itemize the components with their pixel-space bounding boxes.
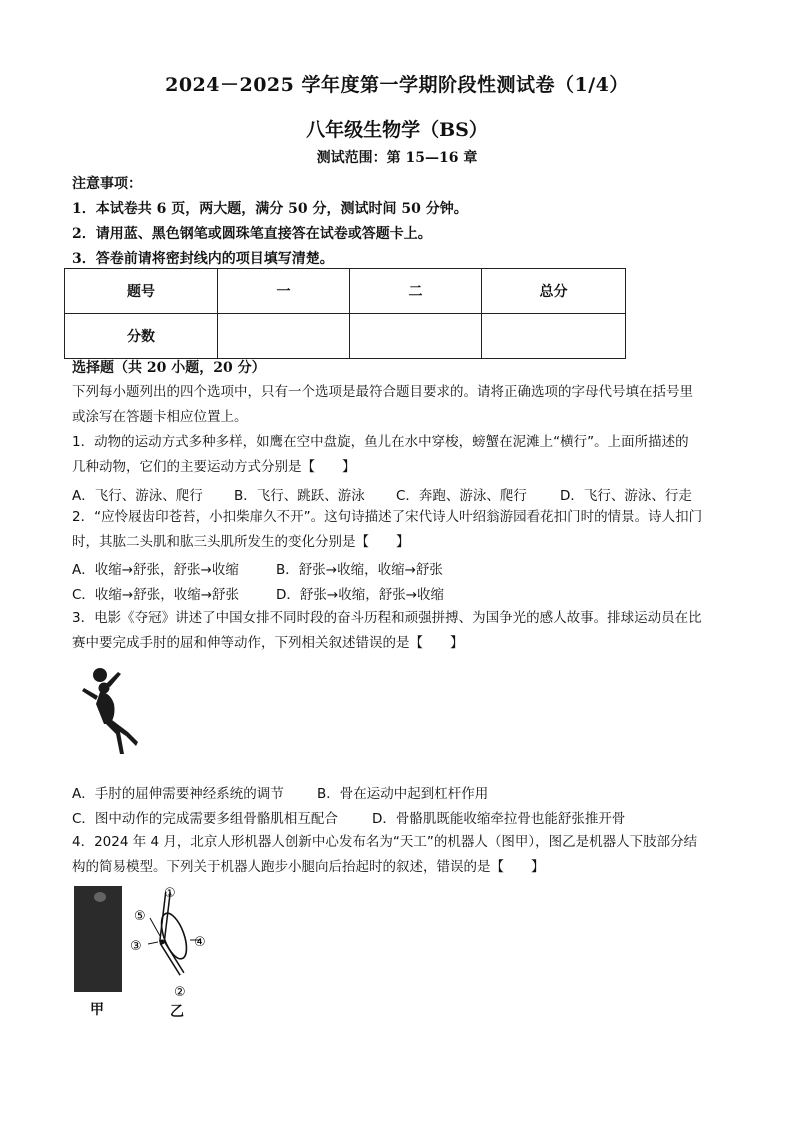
option-d[interactable]: D．舒张→收缩，舒张→收缩 [276,587,445,603]
notes-heading: 注意事项： [72,176,142,192]
page-title: 2024－2025 学年度第一学期阶段性测试卷（1/4） [165,74,629,96]
option-c[interactable]: C．收缩→舒张，收缩→舒张 [72,587,240,603]
note-item: 3．答卷前请将密封线内的项目填写清楚。 [72,251,334,267]
page-subtitle: 八年级生物学（BS） [306,119,488,141]
question-line: 时，其肱二头肌和肱三头肌所发生的变化分别是【 】 [72,533,410,550]
score-cell[interactable] [350,314,482,359]
score-table-header-row [65,269,626,314]
robot-head-highlight [94,892,106,902]
volleyball-player-figure [70,668,140,760]
score-table-row [65,314,626,359]
question-line: 4．2024 年 4 月，北京人形机器人创新中心发布名为“天工”的机器人（图甲），图乙是机器人下肢部分结 [72,834,698,850]
option-a[interactable]: A．收缩→舒张，舒张→收缩 [72,562,239,578]
figure-label-yi: 乙 [170,1004,184,1020]
section-instructions [72,380,732,429]
q2-options [72,558,443,578]
question-line: 赛中要完成手肘的屈和伸等动作，下列相关叙述错误的是【 】 [72,634,464,651]
notes-block [72,172,468,272]
question-line: 构的简易模型。下列关于机器人跑步小腿向后抬起时的叙述，错误的是【 】 [72,858,545,875]
marker-1: ① [164,886,176,901]
figure-label-jia: 甲 [90,1002,104,1018]
marker-2: ② [174,985,186,1000]
joint [160,940,165,945]
test-range: 测试范围：第 15—16 章 [316,150,478,166]
option-b[interactable]: B．飞行、跳跃、游泳 [234,488,365,504]
score-table-header: 题号 [65,269,218,314]
question-3 [72,606,732,655]
question-4 [72,830,732,879]
score-table-header: 二 [350,269,482,314]
marker-3: ③ [130,939,142,954]
note-item: 1．本试卷共 6 页，两大题，满分 50 分，测试时间 50 分钟。 [72,201,468,217]
q2-options-row2 [72,583,444,603]
question-line: 1．动物的运动方式多种多样，如鹰在空中盘旋，鱼儿在水中穿梭，螃蟹在泥滩上“横行”。上面所描述的 [72,434,689,450]
note-item: 2．请用蓝、黑色钢笔或圆珠笔直接答在试卷或答题卡上。 [72,226,432,242]
question-line: 几种动物，它们的主要运动方式分别是【 】 [72,458,356,475]
option-b[interactable]: B．舒张→收缩，收缩→舒张 [276,562,443,578]
score-table [64,268,626,359]
option-d[interactable]: D．飞行、游泳、行走 [560,488,692,504]
question-line: 3．电影《夺冠》讲述了中国女排不同时段的奋斗历程和顽强拼搏、为国争光的感人故事。排球运动员在比 [72,610,702,626]
option-c[interactable]: C．图中动作的完成需要多组骨骼肌相互配合 [72,811,338,827]
robot-photo [74,886,122,992]
q3-options [72,782,488,802]
option-b[interactable]: B．骨在运动中起到杠杆作用 [317,786,489,802]
option-a[interactable]: A．飞行、游泳、爬行 [72,488,203,504]
q3-options-row2 [72,807,625,827]
score-row-label: 分数 [65,314,218,359]
volleyball-ball [93,668,107,682]
score-table-header: 一 [218,269,350,314]
question-2 [72,505,732,554]
question-1 [72,430,732,479]
marker-5: ⑤ [134,909,146,924]
q1-options [72,484,692,504]
score-cell[interactable] [218,314,350,359]
option-a[interactable]: A．手肘的屈伸需要神经系统的调节 [72,786,284,802]
instructions-line: 或涂写在答题卡相应位置上。 [72,408,248,425]
score-table-header: 总分 [482,269,626,314]
option-c[interactable]: C．奔跑、游泳、爬行 [396,488,527,504]
option-d[interactable]: D．骨骼肌既能收缩牵拉骨也能舒张推开骨 [372,811,626,827]
question-line: 2．“应怜屐齿印苍苔，小扣柴扉久不开”。这句诗描述了宋代诗人叶绍翁游园看花扣门时的情景。诗人扣门 [72,509,703,525]
marker-4: ④ [194,935,206,950]
instructions-line: 下列每小题列出的四个选项中，只有一个选项是最符合题目要求的。请将正确选项的字母代号填在括号里 [72,384,693,400]
section-heading: 选择题（共 20 小题，20 分） [72,360,266,376]
score-cell[interactable] [482,314,626,359]
leg-model-diagram [128,882,212,1000]
